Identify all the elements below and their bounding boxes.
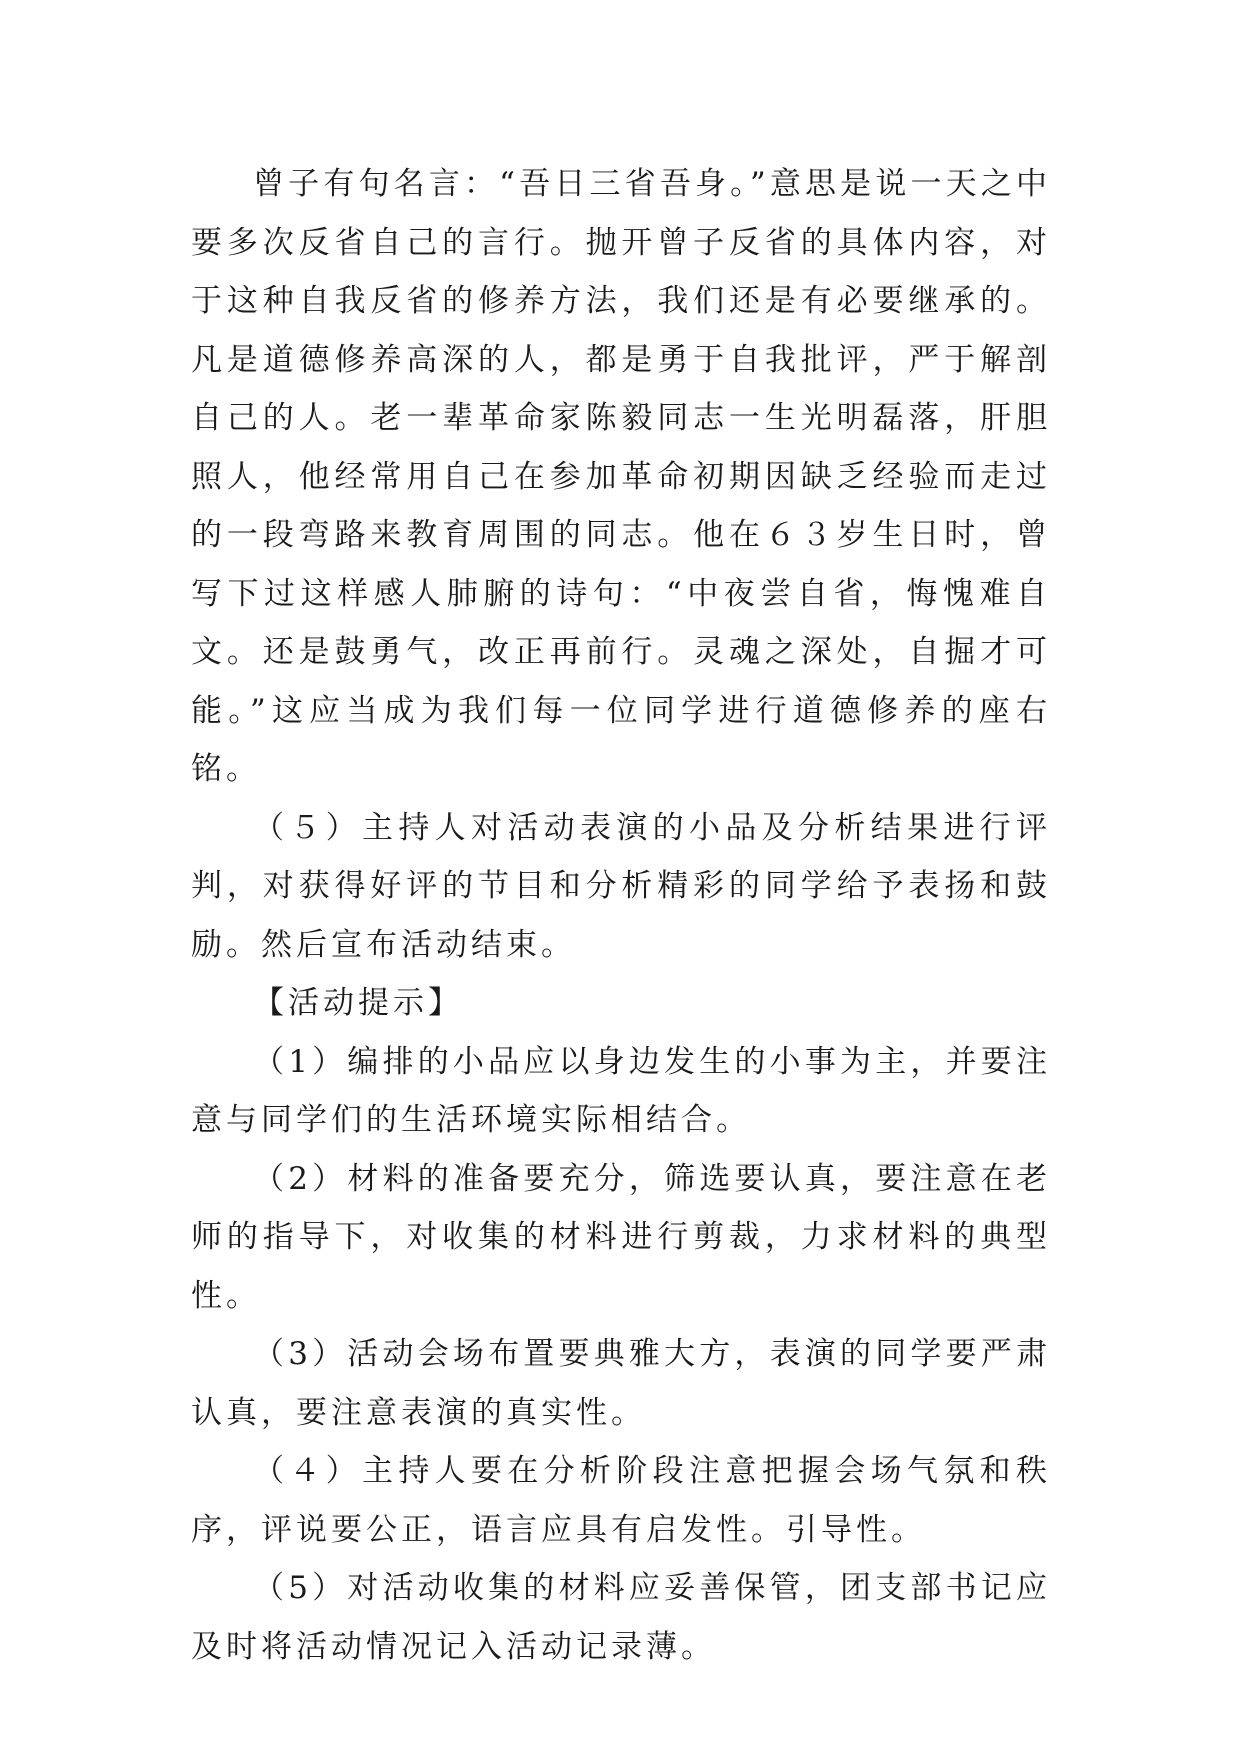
paragraph-zengzi-quote: 曾子有句名言：“吾日三省吾身。”意思是说一天之中要多次反省自己的言行。抛开曾子反省的具体内容，对于这种自我反省的修养方法，我们还是有必要继承的。凡是道德修养高深的人，都是勇于自我批评，严于解剖自己的人。老一辈革命家陈毅同志一生光明磊落，肝胆照人，他经常用自己在参加革命初期因缺乏经验而走过的一段弯路来教育周围的同志。他在６３岁生日时，曾写下过这样感人肺腑的诗句：“中夜尝自省，悔愧难自文。还是鼓勇气，改正再前行。灵魂之深处，自掘才可能。”这应当成为我们每一位同学进行道德修养的座右铭。 <box>191 166 1051 787</box>
document-body <box>191 155 1051 1676</box>
tip-item-4: （４）主持人要在分析阶段注意把握会场气氛和秩序，评说要公正，语言应具有启发性。引导性。 <box>191 1453 1051 1548</box>
tip-item-1: （1）编排的小品应以身边发生的小事为主，并要注意与同学们的生活环境实际相结合。 <box>191 1043 1051 1138</box>
tip-item-2: （2）材料的准备要充分，筛选要认真，要注意在老师的指导下，对收集的材料进行剪裁，力求材料的典型性。 <box>191 1160 1051 1314</box>
tip-item-3: （3）活动会场布置要典雅大方，表演的同学要严肃认真，要注意表演的真实性。 <box>191 1336 1051 1431</box>
paragraph-step-5: （５）主持人对活动表演的小品及分析结果进行评判，对获得好评的节目和分析精彩的同学给予表扬和鼓励。然后宣布活动结束。 <box>191 809 1051 963</box>
tip-item-5: （5）对活动收集的材料应妥善保管，团支部书记应及时将活动情况记入活动记录薄。 <box>191 1570 1051 1665</box>
section-heading-activity-tips: 【活动提示】 <box>253 985 463 1021</box>
